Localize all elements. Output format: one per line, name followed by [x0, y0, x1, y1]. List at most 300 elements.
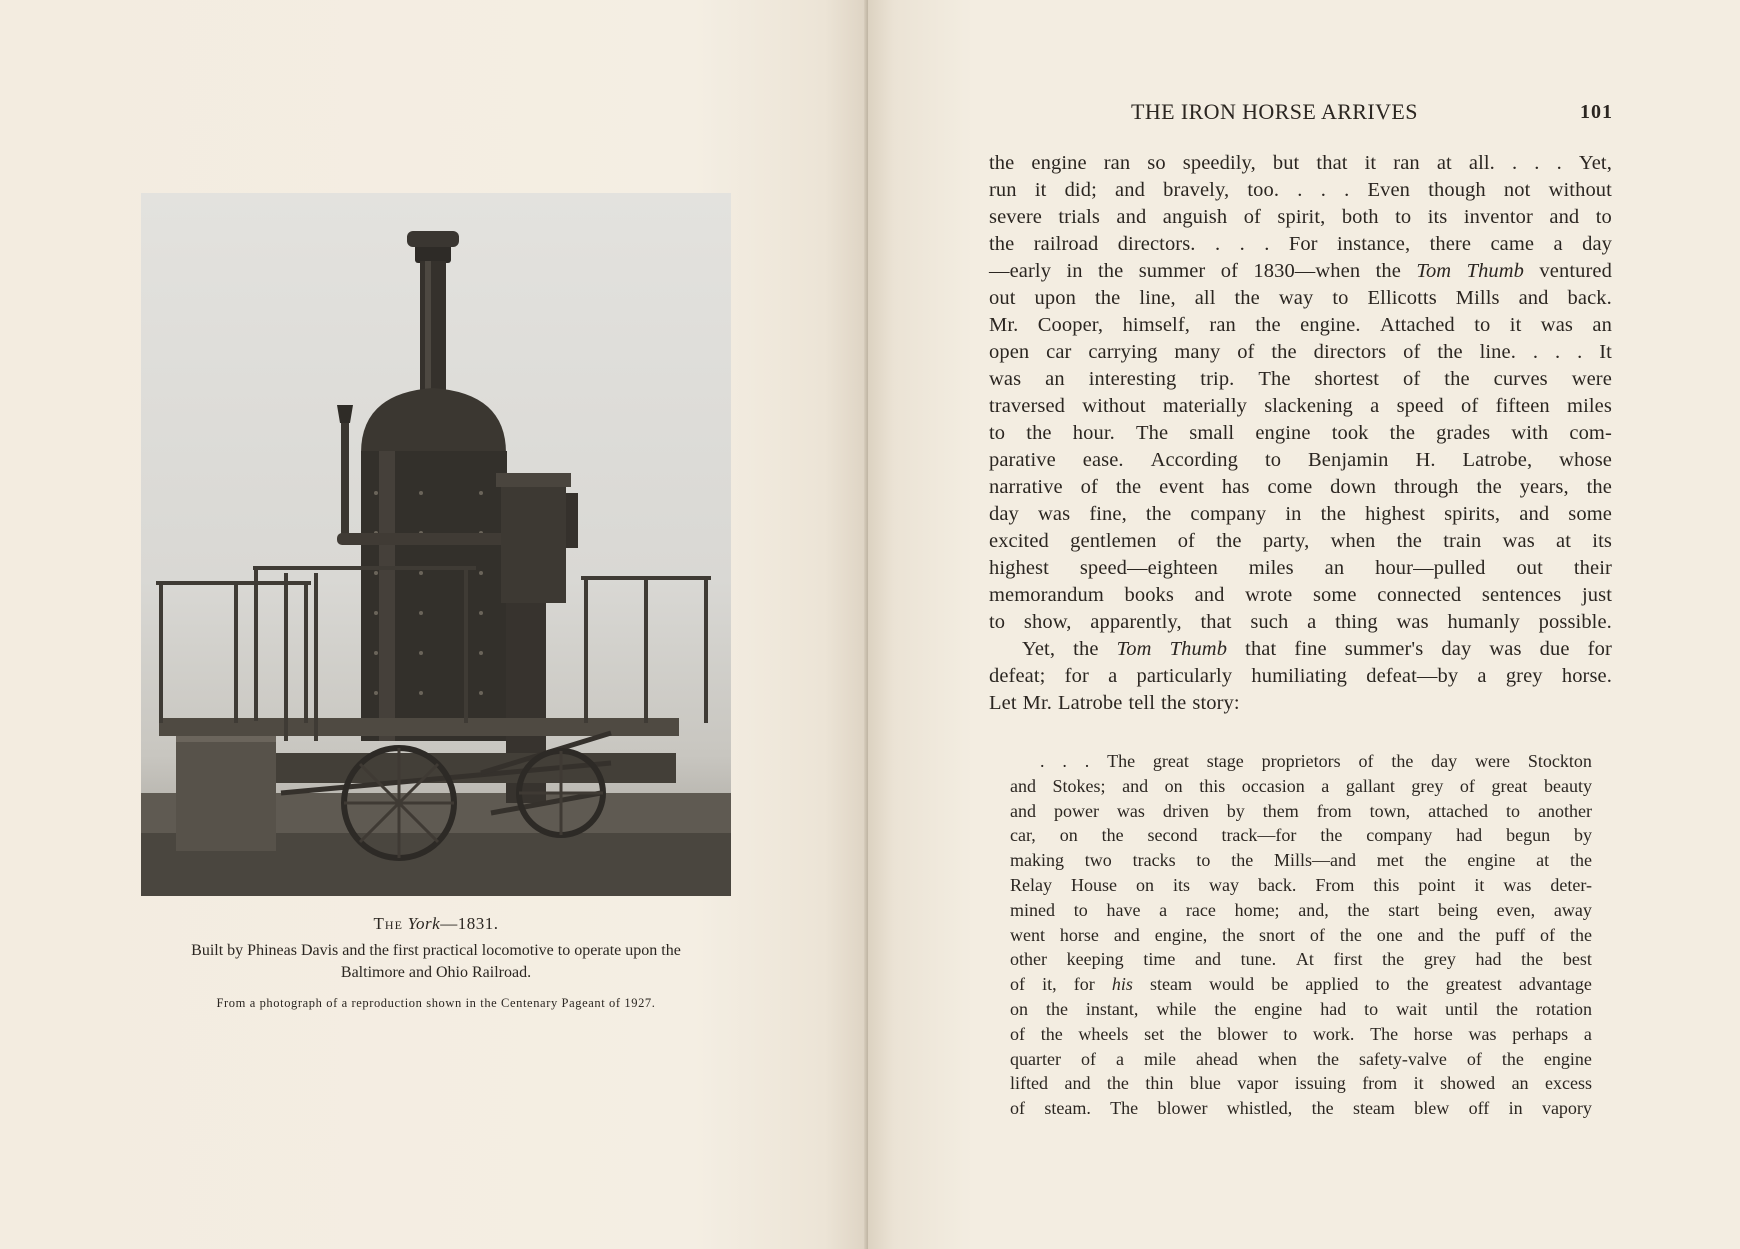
word	[1554, 898, 1592, 923]
word-text: ahead	[1195, 1048, 1238, 1069]
word	[1418, 873, 1455, 898]
word-text: story:	[1192, 692, 1240, 714]
word	[1359, 1047, 1447, 1072]
word-text: two	[1084, 850, 1112, 871]
word	[1066, 258, 1082, 285]
word-text: hour—pulled	[1375, 557, 1486, 579]
word	[1235, 898, 1280, 923]
word-text: the	[1073, 638, 1099, 660]
word	[1345, 636, 1424, 663]
word-text: engine	[1254, 998, 1303, 1019]
word-text: tune.	[1240, 949, 1277, 970]
word	[1255, 312, 1280, 339]
word	[1308, 447, 1389, 474]
word	[1539, 258, 1612, 285]
word	[1461, 393, 1478, 420]
word-text: the	[1406, 974, 1429, 995]
word	[1568, 501, 1612, 528]
word	[1241, 947, 1277, 972]
word-text: did;	[1064, 179, 1097, 201]
word	[1083, 447, 1124, 474]
word-text: this	[1199, 775, 1226, 796]
word	[1395, 204, 1411, 231]
word	[1273, 150, 1300, 177]
word	[1313, 1022, 1355, 1047]
word-text: other	[1010, 949, 1047, 970]
word	[1112, 972, 1133, 997]
word-text: work.	[1312, 1023, 1355, 1044]
word	[1554, 231, 1563, 258]
word-text: to	[1196, 850, 1211, 871]
word	[1315, 873, 1354, 898]
word-text: all.	[1468, 152, 1495, 174]
word-text: excess	[1545, 1073, 1592, 1094]
word	[1136, 873, 1154, 898]
word-text: too.	[1247, 179, 1280, 201]
word	[1321, 501, 1346, 528]
word-text: when	[1257, 1048, 1297, 1069]
word-text: horse	[1413, 1023, 1453, 1044]
caption-title	[100, 914, 772, 934]
word	[1215, 231, 1220, 258]
word-text: of	[1220, 260, 1239, 282]
word	[1320, 997, 1346, 1022]
word-text: According	[1150, 449, 1239, 471]
word	[1464, 204, 1533, 231]
word	[1428, 204, 1448, 231]
text-line	[1010, 774, 1592, 799]
word-text: the	[1115, 476, 1142, 498]
word-text: track—for	[1221, 825, 1297, 846]
word-text: applied	[1305, 974, 1359, 995]
word-text: and	[1064, 1073, 1091, 1094]
word	[1474, 873, 1484, 898]
word	[1041, 1022, 1063, 1047]
word-text: both	[1341, 206, 1379, 228]
word-text: town,	[1369, 800, 1411, 821]
word-text: of	[1010, 974, 1025, 995]
word	[1474, 312, 1490, 339]
word-text: instant,	[1085, 998, 1139, 1019]
word	[1577, 339, 1582, 366]
word-text: bravely,	[1163, 179, 1230, 201]
word	[989, 150, 1014, 177]
text-line	[989, 366, 1612, 393]
word-text: of	[1461, 395, 1479, 417]
word-text: proprietors	[1261, 751, 1341, 771]
word	[1295, 1071, 1346, 1096]
word-text: inventor	[1463, 206, 1533, 228]
word-text: humiliating	[1251, 665, 1348, 687]
word	[1469, 1022, 1497, 1047]
word-text: steam	[1150, 974, 1193, 995]
word	[1411, 774, 1443, 799]
word-text: thin	[1145, 1073, 1174, 1094]
word	[1258, 366, 1290, 393]
word	[1010, 1071, 1048, 1096]
word-text: carrying	[1088, 341, 1158, 363]
word	[1062, 749, 1067, 774]
word-text: car	[1046, 341, 1072, 363]
word-text: and	[1194, 949, 1221, 970]
word	[1557, 150, 1562, 177]
word	[1314, 339, 1387, 366]
word-text: the	[1094, 287, 1121, 309]
word-text: lifted	[1010, 1073, 1048, 1094]
word-text: attached	[1428, 800, 1489, 821]
word	[989, 582, 1104, 609]
word	[1170, 636, 1227, 663]
word-text: home;	[1234, 899, 1280, 920]
word	[1200, 366, 1234, 393]
word	[1592, 312, 1612, 339]
word	[1163, 204, 1227, 231]
word	[1296, 947, 1314, 972]
word	[1095, 285, 1120, 312]
word-text: was	[1540, 314, 1573, 336]
word	[1305, 972, 1358, 997]
word	[1490, 231, 1534, 258]
word	[1117, 636, 1152, 663]
word-text: The	[1110, 1098, 1139, 1119]
word-text: House	[1070, 874, 1117, 895]
word-text: the	[1214, 998, 1237, 1019]
word-text: to	[1506, 800, 1521, 821]
word-text: the	[1316, 1048, 1339, 1069]
word-text: ran	[1103, 152, 1131, 174]
word	[1231, 848, 1253, 873]
word	[1588, 636, 1612, 663]
word-text: materially	[1162, 395, 1247, 417]
caption-title-prefix: The	[373, 914, 403, 933]
word-text: vapory	[1541, 1098, 1592, 1119]
word	[1502, 1047, 1524, 1072]
word-text: at	[1556, 530, 1572, 552]
word-text: the	[989, 152, 1015, 174]
word	[1559, 447, 1612, 474]
word	[1060, 823, 1078, 848]
block-quote	[1010, 749, 1592, 1121]
word	[1391, 749, 1413, 774]
word-text: The	[1258, 368, 1291, 390]
word-text: while	[1156, 998, 1197, 1019]
word	[1199, 774, 1225, 799]
word	[1264, 231, 1269, 258]
word-text: grades	[1436, 422, 1491, 444]
text-line	[1010, 848, 1592, 873]
word-text: due	[1539, 638, 1570, 660]
word-text: a	[1370, 395, 1380, 417]
word	[1089, 501, 1127, 528]
word-text: second	[1147, 825, 1198, 846]
word-text: wrote	[1245, 584, 1293, 606]
word	[1528, 749, 1592, 774]
word	[1521, 947, 1543, 972]
word-text: Stockton	[1527, 751, 1592, 771]
left-page	[0, 0, 868, 1249]
word-text: first	[1333, 949, 1363, 970]
word	[1549, 204, 1579, 231]
word-text: Attached	[1379, 314, 1455, 336]
word	[1599, 339, 1612, 366]
word	[1447, 609, 1519, 636]
word	[1365, 150, 1377, 177]
word	[1540, 923, 1555, 948]
word-text: at	[1436, 152, 1452, 174]
word	[1538, 799, 1592, 824]
word-text: and	[1519, 503, 1550, 525]
word-text: speedily,	[1182, 152, 1256, 174]
word	[1403, 366, 1420, 393]
word	[1572, 366, 1612, 393]
word-text: to	[1395, 206, 1412, 228]
word	[1366, 663, 1458, 690]
word-text: a	[1321, 775, 1330, 796]
word-text: .	[1556, 152, 1562, 174]
locomotive-photograph	[141, 193, 731, 896]
word-text: .	[1264, 233, 1270, 255]
word	[1397, 609, 1429, 636]
word	[1065, 177, 1097, 204]
word-text: of	[1080, 476, 1098, 498]
word	[1456, 823, 1482, 848]
word-text: day	[1582, 233, 1612, 255]
word-text: way	[1208, 874, 1239, 895]
text-line	[1010, 997, 1592, 1022]
word-text: had	[1475, 949, 1502, 970]
word-text: has	[1221, 476, 1250, 498]
word	[1038, 501, 1070, 528]
word-text: show,	[1023, 611, 1072, 633]
word	[1489, 636, 1521, 663]
word-text: ran	[1209, 314, 1236, 336]
word-text: on	[1135, 874, 1154, 895]
word	[1065, 663, 1089, 690]
word	[1459, 923, 1481, 948]
word	[1414, 1071, 1424, 1096]
word-text: an	[1592, 314, 1612, 336]
word-text: and	[1518, 287, 1549, 309]
word-text: on	[1164, 775, 1183, 796]
word	[1042, 972, 1057, 997]
word-text: a	[1115, 1048, 1124, 1069]
word-text: greatest	[1445, 974, 1502, 995]
word-text: steam.	[1044, 1098, 1091, 1119]
word-text: vapor	[1237, 1073, 1279, 1094]
word	[1082, 393, 1145, 420]
word	[1320, 823, 1342, 848]
word-text: the	[1231, 850, 1254, 871]
word	[1106, 898, 1140, 923]
word	[1258, 873, 1296, 898]
word-text: blower	[1217, 1023, 1268, 1044]
word-text: until	[1445, 998, 1479, 1019]
word	[1480, 339, 1516, 366]
word-text: that	[1245, 638, 1277, 660]
word	[1313, 582, 1357, 609]
word-text: the	[1458, 924, 1481, 945]
word-text: possible.	[1538, 611, 1612, 633]
word	[1477, 663, 1486, 690]
word	[1321, 177, 1326, 204]
word	[1516, 555, 1543, 582]
word	[1279, 285, 1313, 312]
word	[989, 366, 1021, 393]
word-text: the	[1389, 422, 1416, 444]
word-text: excited	[989, 530, 1049, 552]
word-text: the	[1476, 476, 1502, 498]
word-text: from	[1362, 1073, 1398, 1094]
word	[1463, 447, 1533, 474]
word	[1277, 204, 1325, 231]
word-text: to	[989, 422, 1006, 444]
word-text: that	[1200, 611, 1232, 633]
word	[1153, 749, 1189, 774]
word	[1144, 1047, 1176, 1072]
word-text: the	[1311, 1098, 1334, 1119]
word-text: fine,	[1089, 503, 1127, 525]
word	[1536, 848, 1549, 873]
word-text: was	[1489, 638, 1522, 660]
word	[1159, 898, 1167, 923]
word-text: .	[1214, 233, 1221, 255]
word-text: gallant	[1345, 775, 1395, 796]
word	[1283, 1022, 1297, 1047]
word	[1165, 774, 1183, 799]
word	[1122, 774, 1148, 799]
word	[1317, 799, 1352, 824]
word	[1038, 312, 1103, 339]
word	[1512, 1071, 1529, 1096]
word-text: the	[1234, 287, 1260, 309]
word	[1010, 1096, 1025, 1121]
word-text: engine	[1467, 850, 1516, 871]
word-text: slackening	[1264, 395, 1353, 417]
word-text: quarter	[1010, 1048, 1061, 1069]
word-text: defeat;	[989, 665, 1046, 687]
text-line	[1010, 898, 1592, 923]
word-text: grey	[1505, 665, 1543, 687]
word-text: rotation	[1536, 998, 1592, 1019]
word	[1403, 339, 1420, 366]
word	[1221, 823, 1296, 848]
word-text: for	[1587, 638, 1612, 660]
word	[1310, 923, 1325, 948]
word-text: the	[1255, 314, 1281, 336]
word-text: and	[1116, 206, 1147, 228]
word-text: of	[1010, 1023, 1025, 1044]
text-line	[989, 528, 1612, 555]
word-text: to	[1595, 206, 1612, 228]
word-text: the	[1496, 998, 1519, 1019]
word-text: safety-valve	[1358, 1048, 1447, 1069]
word	[1574, 555, 1612, 582]
word-text: The	[1135, 422, 1169, 444]
word-text: upon	[1034, 287, 1076, 309]
word-text: H.	[1415, 449, 1436, 471]
word-text: point	[1418, 874, 1456, 895]
word	[1365, 501, 1425, 528]
word-text: some	[1568, 503, 1612, 525]
word-text: even,	[1496, 899, 1536, 920]
word	[989, 204, 1042, 231]
word	[1161, 690, 1186, 717]
word	[1098, 258, 1123, 285]
word	[1512, 150, 1517, 177]
word-text: set	[1144, 1023, 1165, 1044]
word-text: though	[1428, 179, 1486, 201]
caption-title-name: York	[407, 914, 441, 933]
word	[1117, 799, 1145, 824]
word	[1214, 997, 1236, 1022]
word	[1254, 997, 1302, 1022]
word	[1584, 1022, 1592, 1047]
word	[1542, 1096, 1592, 1121]
word	[1467, 1047, 1482, 1072]
word	[1377, 923, 1403, 948]
word-text: another	[1537, 800, 1592, 821]
word	[1258, 1047, 1297, 1072]
word-text: the	[1569, 850, 1592, 871]
word	[1368, 285, 1437, 312]
word	[1436, 420, 1490, 447]
word	[1245, 636, 1276, 663]
word	[989, 258, 1051, 285]
caption-title-year: —1831.	[440, 914, 499, 933]
word-text: parative	[989, 449, 1056, 471]
word	[1034, 231, 1099, 258]
word	[1250, 609, 1288, 636]
word	[1444, 501, 1500, 528]
word	[1010, 774, 1036, 799]
word-text: .	[1534, 152, 1540, 174]
word-text: them	[1262, 800, 1299, 821]
word-text: to	[989, 611, 1006, 633]
word	[1271, 339, 1296, 366]
word	[1368, 177, 1411, 204]
word	[1382, 947, 1404, 972]
word-text: books	[1124, 584, 1174, 606]
word-text: away	[1553, 899, 1592, 920]
word	[1456, 285, 1500, 312]
word	[1366, 823, 1432, 848]
word	[1046, 339, 1071, 366]
word	[1397, 393, 1444, 420]
word	[1010, 873, 1052, 898]
word	[1533, 339, 1538, 366]
word-text: party,	[1262, 530, 1310, 552]
word-text: stage	[1206, 751, 1244, 771]
word	[1150, 972, 1192, 997]
word	[989, 474, 1063, 501]
word	[1570, 923, 1592, 948]
word-text: grey	[1411, 775, 1444, 796]
word	[1064, 1071, 1090, 1096]
word	[989, 690, 1017, 717]
word	[1494, 366, 1548, 393]
word-text: thing	[1335, 611, 1378, 633]
caption-source: From a photograph of a reproduction shown in the Centenary Pageant of 1927.	[216, 996, 656, 1010]
word-text: that	[1316, 152, 1348, 174]
word-text: were	[1571, 368, 1612, 390]
word-text: a	[1307, 611, 1317, 633]
text-line	[989, 474, 1612, 501]
word-text: to	[1364, 998, 1379, 1019]
word-text: in	[1066, 260, 1083, 282]
word-text: an	[1324, 557, 1345, 579]
word-text: with	[1511, 422, 1549, 444]
word-text: line.	[1479, 341, 1516, 363]
